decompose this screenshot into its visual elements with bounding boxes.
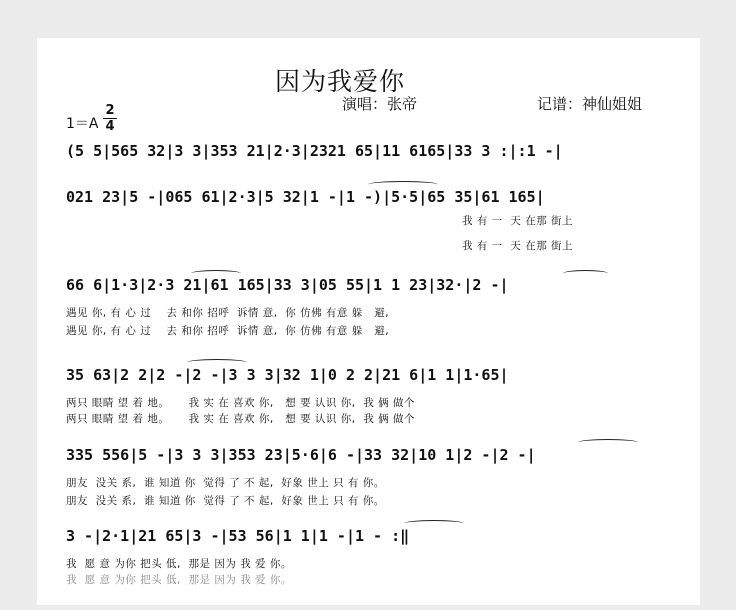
slur-mark — [191, 270, 241, 277]
time-sig-bottom: 4 — [105, 119, 115, 134]
notation-row-2: 021 23|5 -|065 61|2·3|5 32|1 -|1 -)|5·5|65 35|61 165| — [66, 188, 545, 206]
performer-credit: 演唱：张帝 — [342, 95, 418, 113]
slur-mark — [187, 359, 247, 366]
notation-row-1: (5 5|565 32|3 3|353 21|2·3|2321 65|11 6165|33 3 :|:1 -| — [66, 142, 563, 160]
notation-row-6: 3 -|2·1|21 65|3 -|53 56|1 1|1 -|1 - :‖ — [66, 527, 410, 545]
scribe-credit: 记谱：神仙姐姐 — [537, 95, 643, 113]
key-signature: 1＝A — [66, 116, 99, 132]
slur-mark — [563, 270, 608, 277]
lyric-row-6-verse-1: 我 愿 意 为你 把头 低, 那是 因为 我 爱 你。 — [66, 558, 292, 570]
lyric-row-4-verse-1: 两只 眼睛 望 着 地。 我 实 在 喜欢 你, 想 要 认识 你, 我 俩 做个 — [66, 397, 415, 409]
lyric-row-6-verse-2: 我 愿 意 为你 把头 低, 那是 因为 我 爱 你。 — [66, 574, 292, 586]
slur-mark — [404, 520, 464, 527]
lyric-row-2-verse-1: 我 有 一 天 在那 街上 — [462, 215, 574, 227]
score-sheet — [37, 38, 700, 605]
slur-mark — [578, 439, 638, 446]
notation-row-5: 335 556|5 -|3 3 3|353 23|5·6|6 -|33 32|10 1|2 -|2 -| — [66, 446, 536, 464]
lyric-row-5-verse-2: 朋友 没关 系, 谁 知道 你 觉得 了 不 起, 好象 世上 只 有 你。 — [66, 495, 385, 507]
lyric-row-4-verse-2: 两只 眼睛 望 着 地。 我 实 在 喜欢 你, 想 要 认识 你, 我 俩 做个 — [66, 413, 415, 425]
lyric-row-3-verse-1: 遇见 你, 有 心 过 去 和你 招呼 诉情 意, 你 仿佛 有意 躲 避, — [66, 307, 390, 319]
notation-row-4: 35 63|2 2|2 -|2 -|3 3 3|32 1|0 2 2|21 6|1 1|1·65| — [66, 366, 509, 384]
time-signature — [103, 104, 117, 133]
notation-row-3: 66 6|1·3|2·3 21|61 165|33 3|05 55|1 1 23|32·|2 -| — [66, 276, 509, 294]
lyric-row-2-verse-2: 我 有 一 天 在那 街上 — [462, 240, 574, 252]
lyric-row-5-verse-1: 朋友 没关 系, 谁 知道 你 觉得 了 不 起, 好象 世上 只 有 你。 — [66, 477, 385, 489]
time-sig-top: 2 — [105, 103, 115, 118]
song-title: 因为我爱你 — [275, 67, 406, 96]
slur-mark — [368, 181, 438, 188]
lyric-row-3-verse-2: 遇见 你, 有 心 过 去 和你 招呼 诉情 意, 你 仿佛 有意 躲 避, — [66, 325, 390, 337]
